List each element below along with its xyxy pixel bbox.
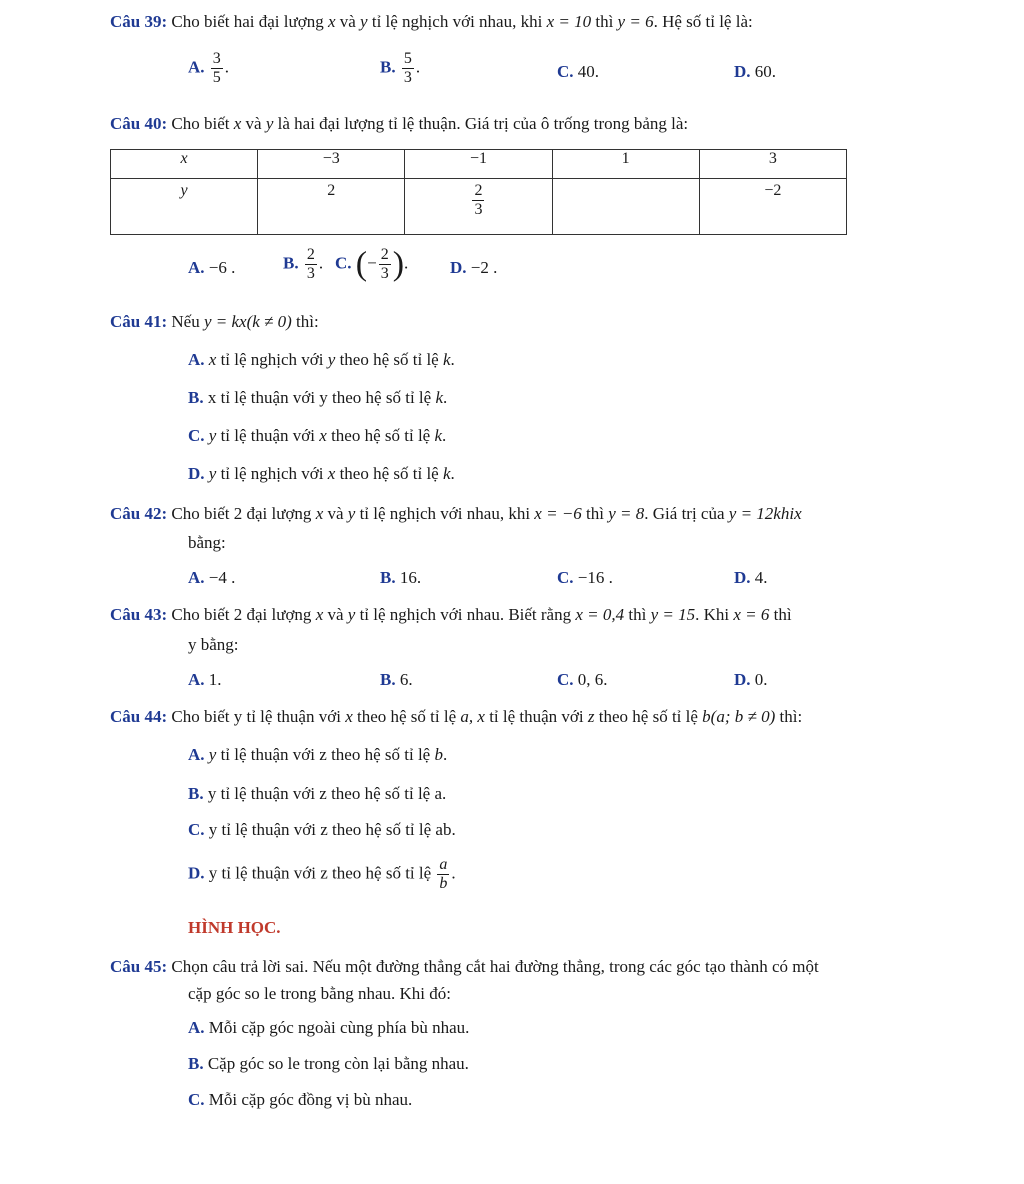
q41-a-text-4: theo hệ số tỉ lệ xyxy=(339,350,439,369)
q43-label: Câu 43: xyxy=(110,605,168,624)
q45-c-label: C. xyxy=(188,1090,205,1109)
q40-c-num: 2 xyxy=(380,246,389,263)
q43-then-1: thì xyxy=(628,605,647,624)
q40-var-y: y xyxy=(265,114,274,133)
q42-c-text: −16 . xyxy=(577,568,613,587)
q41-label: Câu 41: xyxy=(110,312,168,331)
q41-a-label: A. xyxy=(188,350,205,369)
q40-text-2: là hai đại lượng tỉ lệ thuận. Giá trị của ô trống trong bảng là: xyxy=(277,114,689,133)
q40-c-fraction xyxy=(379,246,391,283)
q42-stem xyxy=(110,503,802,525)
q41-c-text-4: theo hệ số tỉ lệ xyxy=(331,426,431,445)
q44-d-fraction xyxy=(437,856,449,893)
q44-c-label: C. xyxy=(188,820,205,839)
q44-text-1: Cho biết y tỉ lệ thuận với xyxy=(171,707,341,726)
q42-text-1: Cho biết 2 đại lượng xyxy=(171,504,312,523)
q40-d-label: D. xyxy=(450,258,467,277)
q41-b-label: B. xyxy=(188,388,204,407)
q42-a-text: −4 . xyxy=(208,568,236,587)
q45-label: Câu 45: xyxy=(110,957,168,976)
q39-option-d[interactable] xyxy=(734,61,776,83)
q42-text-3: . Giá trị của xyxy=(644,504,725,523)
q42-cond-2: y = 8 xyxy=(608,504,645,523)
q42-cond-1: x = −6 xyxy=(534,504,582,523)
table-cell-y-3-blank[interactable] xyxy=(552,179,699,235)
q40-a-label: A. xyxy=(188,258,205,277)
q41-a-k: k xyxy=(442,350,451,369)
q41-d-k: k xyxy=(442,464,451,483)
q42-then: thì xyxy=(586,504,604,523)
q43-a-label: A. xyxy=(188,670,205,689)
q43-text-2: tỉ lệ nghịch với nhau. Biết rằng xyxy=(359,605,572,624)
q43-and: và xyxy=(327,605,344,624)
q39-option-b[interactable] xyxy=(380,50,420,87)
q43-option-d[interactable] xyxy=(734,669,768,691)
q39-d-label: D. xyxy=(734,62,751,81)
q42-option-a[interactable] xyxy=(188,567,235,589)
q42-option-c[interactable] xyxy=(557,567,613,589)
q43-var-y: y xyxy=(347,605,356,624)
q42-option-b[interactable] xyxy=(380,567,421,589)
q44-text-2: theo hệ số tỉ lệ xyxy=(356,707,457,726)
q39-a-fraction xyxy=(211,50,223,87)
q40-b-fraction xyxy=(305,246,317,283)
q45-option-a[interactable] xyxy=(188,1017,469,1039)
q41-c-text-2: tỉ lệ thuận với xyxy=(220,426,316,445)
table-cell-x-header: x xyxy=(111,150,258,179)
q45-option-c[interactable] xyxy=(188,1089,412,1111)
q42-var-x: x xyxy=(315,504,324,523)
q44-d-den: b xyxy=(439,875,448,892)
q40-and: và xyxy=(245,114,262,133)
q40-b-den: 3 xyxy=(306,265,315,282)
q45-line-1: Chọn câu trả lời sai. Nếu một đường thẳng cắt hai đường thẳng, trong các góc tạo thành có một xyxy=(171,957,819,976)
q42-d-label: D. xyxy=(734,568,751,587)
table-cell-y-2-num: 2 xyxy=(474,182,483,199)
q43-c-label: C. xyxy=(557,670,574,689)
q43-then-2: thì xyxy=(773,605,792,624)
q41-c-k: k xyxy=(434,426,443,445)
q39-cond-2: y = 6 xyxy=(617,12,654,31)
q40-var-x: x xyxy=(233,114,242,133)
q42-c-label: C. xyxy=(557,568,574,587)
q45-b-label: B. xyxy=(188,1054,204,1073)
q39-a-num: 3 xyxy=(212,50,221,67)
q42-b-text: 16. xyxy=(399,568,422,587)
q44-b-text: y tỉ lệ thuận với z theo hệ số tỉ lệ a. xyxy=(207,784,447,803)
q41-text-2: thì: xyxy=(296,312,319,331)
q44-b-label: B. xyxy=(188,784,204,803)
q43-stem xyxy=(110,604,792,626)
q41-stem xyxy=(110,311,319,333)
q40-b-label: B. xyxy=(283,253,299,273)
q44-stem xyxy=(110,706,802,728)
q39-option-a[interactable] xyxy=(188,50,229,87)
q43-d-text: 0. xyxy=(754,670,768,689)
q39-a-den: 5 xyxy=(212,69,221,86)
q40-table xyxy=(110,149,847,235)
q44-d-end: . xyxy=(451,863,456,883)
q39-stem xyxy=(110,11,753,33)
q42-and: và xyxy=(327,504,344,523)
q45-stem-line2: cặp góc so le trong bằng nhau. Khi đó: xyxy=(188,984,451,1003)
q43-text-1: Cho biết 2 đại lượng xyxy=(171,605,312,624)
q45-a-text: Mỗi cặp góc ngoài cùng phía bù nhau. xyxy=(208,1018,470,1037)
q41-c-var-y: y xyxy=(208,426,217,445)
q39-b-label: B. xyxy=(380,57,396,77)
q42-d-text: 4. xyxy=(754,568,768,587)
q44-a-b: b xyxy=(434,745,443,764)
q41-option-d[interactable] xyxy=(188,463,455,485)
q44-a-var-y: y xyxy=(208,745,217,764)
q44-label: Câu 44: xyxy=(110,707,168,726)
q39-c-text: 40. xyxy=(577,62,600,81)
q44-text-4: theo hệ số tỉ lệ xyxy=(598,707,698,726)
q42-var-y: y xyxy=(347,504,356,523)
table-cell-y-2 xyxy=(405,179,552,235)
table-row-x xyxy=(111,150,847,179)
q41-c-label: C. xyxy=(188,426,205,445)
q39-text-3: . Hệ số tỉ lệ là: xyxy=(653,12,753,31)
q44-option-b[interactable] xyxy=(188,783,446,805)
q40-c-close: ) xyxy=(392,245,405,283)
q41-text-1: Nếu xyxy=(171,312,200,331)
q39-label: Câu 39: xyxy=(110,12,168,31)
q40-c-label: C. xyxy=(335,253,352,273)
q41-c-var-x: x xyxy=(319,426,327,445)
table-cell-x-4: 3 xyxy=(699,150,846,179)
q43-cond-1: x = 0,4 xyxy=(575,605,625,624)
q40-option-d[interactable] xyxy=(450,257,497,279)
q43-d-label: D. xyxy=(734,670,751,689)
table-row-y xyxy=(111,179,847,235)
q44-d-num: a xyxy=(439,856,448,873)
q44-a-label: A. xyxy=(188,745,205,764)
q41-option-a[interactable] xyxy=(188,349,455,371)
q41-b-end: . xyxy=(442,388,448,407)
q40-c-sign: − xyxy=(367,253,377,273)
q42-a-label: A. xyxy=(188,568,205,587)
table-cell-x-1: −3 xyxy=(258,150,405,179)
q45-b-text: Cặp góc so le trong còn lại bằng nhau. xyxy=(207,1054,469,1073)
q40-option-a[interactable] xyxy=(188,257,235,279)
q39-c-label: C. xyxy=(557,62,574,81)
q40-stem xyxy=(110,113,688,135)
q44-option-a[interactable] xyxy=(188,744,447,766)
q41-d-var-x: x xyxy=(327,464,336,483)
q39-b-num: 5 xyxy=(403,50,412,67)
q40-c-den: 3 xyxy=(380,265,389,282)
q43-text-3: . Khi xyxy=(695,605,730,624)
q43-option-c[interactable] xyxy=(557,669,608,691)
table-cell-y-2-fraction xyxy=(472,182,484,219)
q39-b-den: 3 xyxy=(403,69,412,86)
q41-d-var-y: y xyxy=(208,464,217,483)
q44-d-text: y tỉ lệ thuận với z theo hệ số tỉ lệ xyxy=(208,863,432,883)
table-cell-y-1: 2 xyxy=(258,179,405,235)
q42-text-2: tỉ lệ nghịch với nhau, khi xyxy=(359,504,531,523)
q41-a-var-y: y xyxy=(327,350,336,369)
q44-a-end: . xyxy=(442,745,448,764)
q43-cond-2: y = 15 xyxy=(650,605,696,624)
q44-d-label: D. xyxy=(188,863,205,883)
q44-var-x: x xyxy=(345,707,353,726)
q39-text-2: tỉ lệ nghịch với nhau, khi xyxy=(371,12,543,31)
q41-b-text: x tỉ lệ thuận với y theo hệ số tỉ lệ xyxy=(207,388,432,407)
q42-label: Câu 42: xyxy=(110,504,168,523)
q39-option-c[interactable] xyxy=(557,61,599,83)
q44-text-3: tỉ lệ thuận với xyxy=(489,707,584,726)
q40-d-text: −2 . xyxy=(470,258,498,277)
q40-b-end: . xyxy=(318,253,324,273)
q44-a-text-2: tỉ lệ thuận với z theo hệ số tỉ lệ xyxy=(220,745,431,764)
q40-option-b[interactable] xyxy=(283,246,323,283)
q43-b-text: 6. xyxy=(399,670,413,689)
q44-var-ax: a, x xyxy=(460,707,485,726)
q41-d-label: D. xyxy=(188,464,205,483)
table-cell-x-3: 1 xyxy=(552,150,699,179)
q41-c-end: . xyxy=(442,426,447,445)
q43-b-label: B. xyxy=(380,670,396,689)
q42-stem-line2: bằng: xyxy=(188,533,226,552)
q44-cond: b(a; b ≠ 0) xyxy=(702,707,776,726)
q40-b-num: 2 xyxy=(306,246,315,263)
q41-a-end: . xyxy=(450,350,455,369)
q40-option-c[interactable] xyxy=(335,246,408,283)
q39-then: thì xyxy=(595,12,614,31)
q43-a-text: 1. xyxy=(208,670,222,689)
q39-var-x: x xyxy=(327,12,336,31)
q41-a-text-2: tỉ lệ nghịch với xyxy=(220,350,324,369)
q41-d-text-4: theo hệ số tỉ lệ xyxy=(339,464,439,483)
q41-b-k: k xyxy=(435,388,443,407)
q43-option-b[interactable] xyxy=(380,669,413,691)
table-cell-y-2-den: 3 xyxy=(474,201,483,218)
q44-text-5: thì: xyxy=(779,707,803,726)
q41-option-b[interactable] xyxy=(188,387,447,409)
q45-stem xyxy=(110,956,819,978)
q40-a-text: −6 . xyxy=(208,258,236,277)
table-cell-x-2: −1 xyxy=(405,150,552,179)
table-cell-y-header: y xyxy=(111,179,258,235)
q43-stem-line2: y bằng: xyxy=(188,635,239,654)
q40-text-1: Cho biết xyxy=(171,114,230,133)
q39-var-y: y xyxy=(360,12,368,31)
q45-option-b[interactable] xyxy=(188,1053,469,1075)
q39-b-end: . xyxy=(415,57,421,77)
table-cell-y-4: −2 xyxy=(699,179,846,235)
q41-option-c[interactable] xyxy=(188,425,446,447)
q40-c-open: ( xyxy=(355,245,368,283)
q39-text-1: Cho biết hai đại lượng xyxy=(171,12,324,31)
q43-option-a[interactable] xyxy=(188,669,222,691)
q44-option-c[interactable] xyxy=(188,819,456,841)
q42-option-d[interactable] xyxy=(734,567,768,589)
q41-d-end: . xyxy=(450,464,455,483)
q43-cond-3: x = 6 xyxy=(733,605,770,624)
q45-c-text: Mỗi cặp góc đồng vị bù nhau. xyxy=(208,1090,413,1109)
section-title: HÌNH HỌC. xyxy=(188,918,281,937)
q39-a-label: A. xyxy=(188,57,205,77)
q41-a-var-x: x xyxy=(208,350,217,369)
q40-c-end: . xyxy=(404,253,409,273)
q39-b-fraction xyxy=(402,50,414,87)
q45-a-label: A. xyxy=(188,1018,205,1037)
q39-and: và xyxy=(339,12,356,31)
q44-option-d[interactable] xyxy=(188,856,456,893)
q39-cond-1: x = 10 xyxy=(546,12,592,31)
q40-label: Câu 40: xyxy=(110,114,168,133)
q43-c-text: 0, 6. xyxy=(577,670,608,689)
q43-var-x: x xyxy=(315,605,324,624)
q39-a-end: . xyxy=(224,57,230,77)
q41-d-text-2: tỉ lệ nghịch với xyxy=(220,464,324,483)
q44-c-text: y tỉ lệ thuận với z theo hệ số tỉ lệ ab. xyxy=(208,820,456,839)
q42-cond-3: y = 12khix xyxy=(728,504,802,523)
q41-formula: y = kx(k ≠ 0) xyxy=(203,312,292,331)
q42-b-label: B. xyxy=(380,568,396,587)
q39-d-text: 60. xyxy=(754,62,777,81)
q44-var-z: z xyxy=(587,707,595,726)
